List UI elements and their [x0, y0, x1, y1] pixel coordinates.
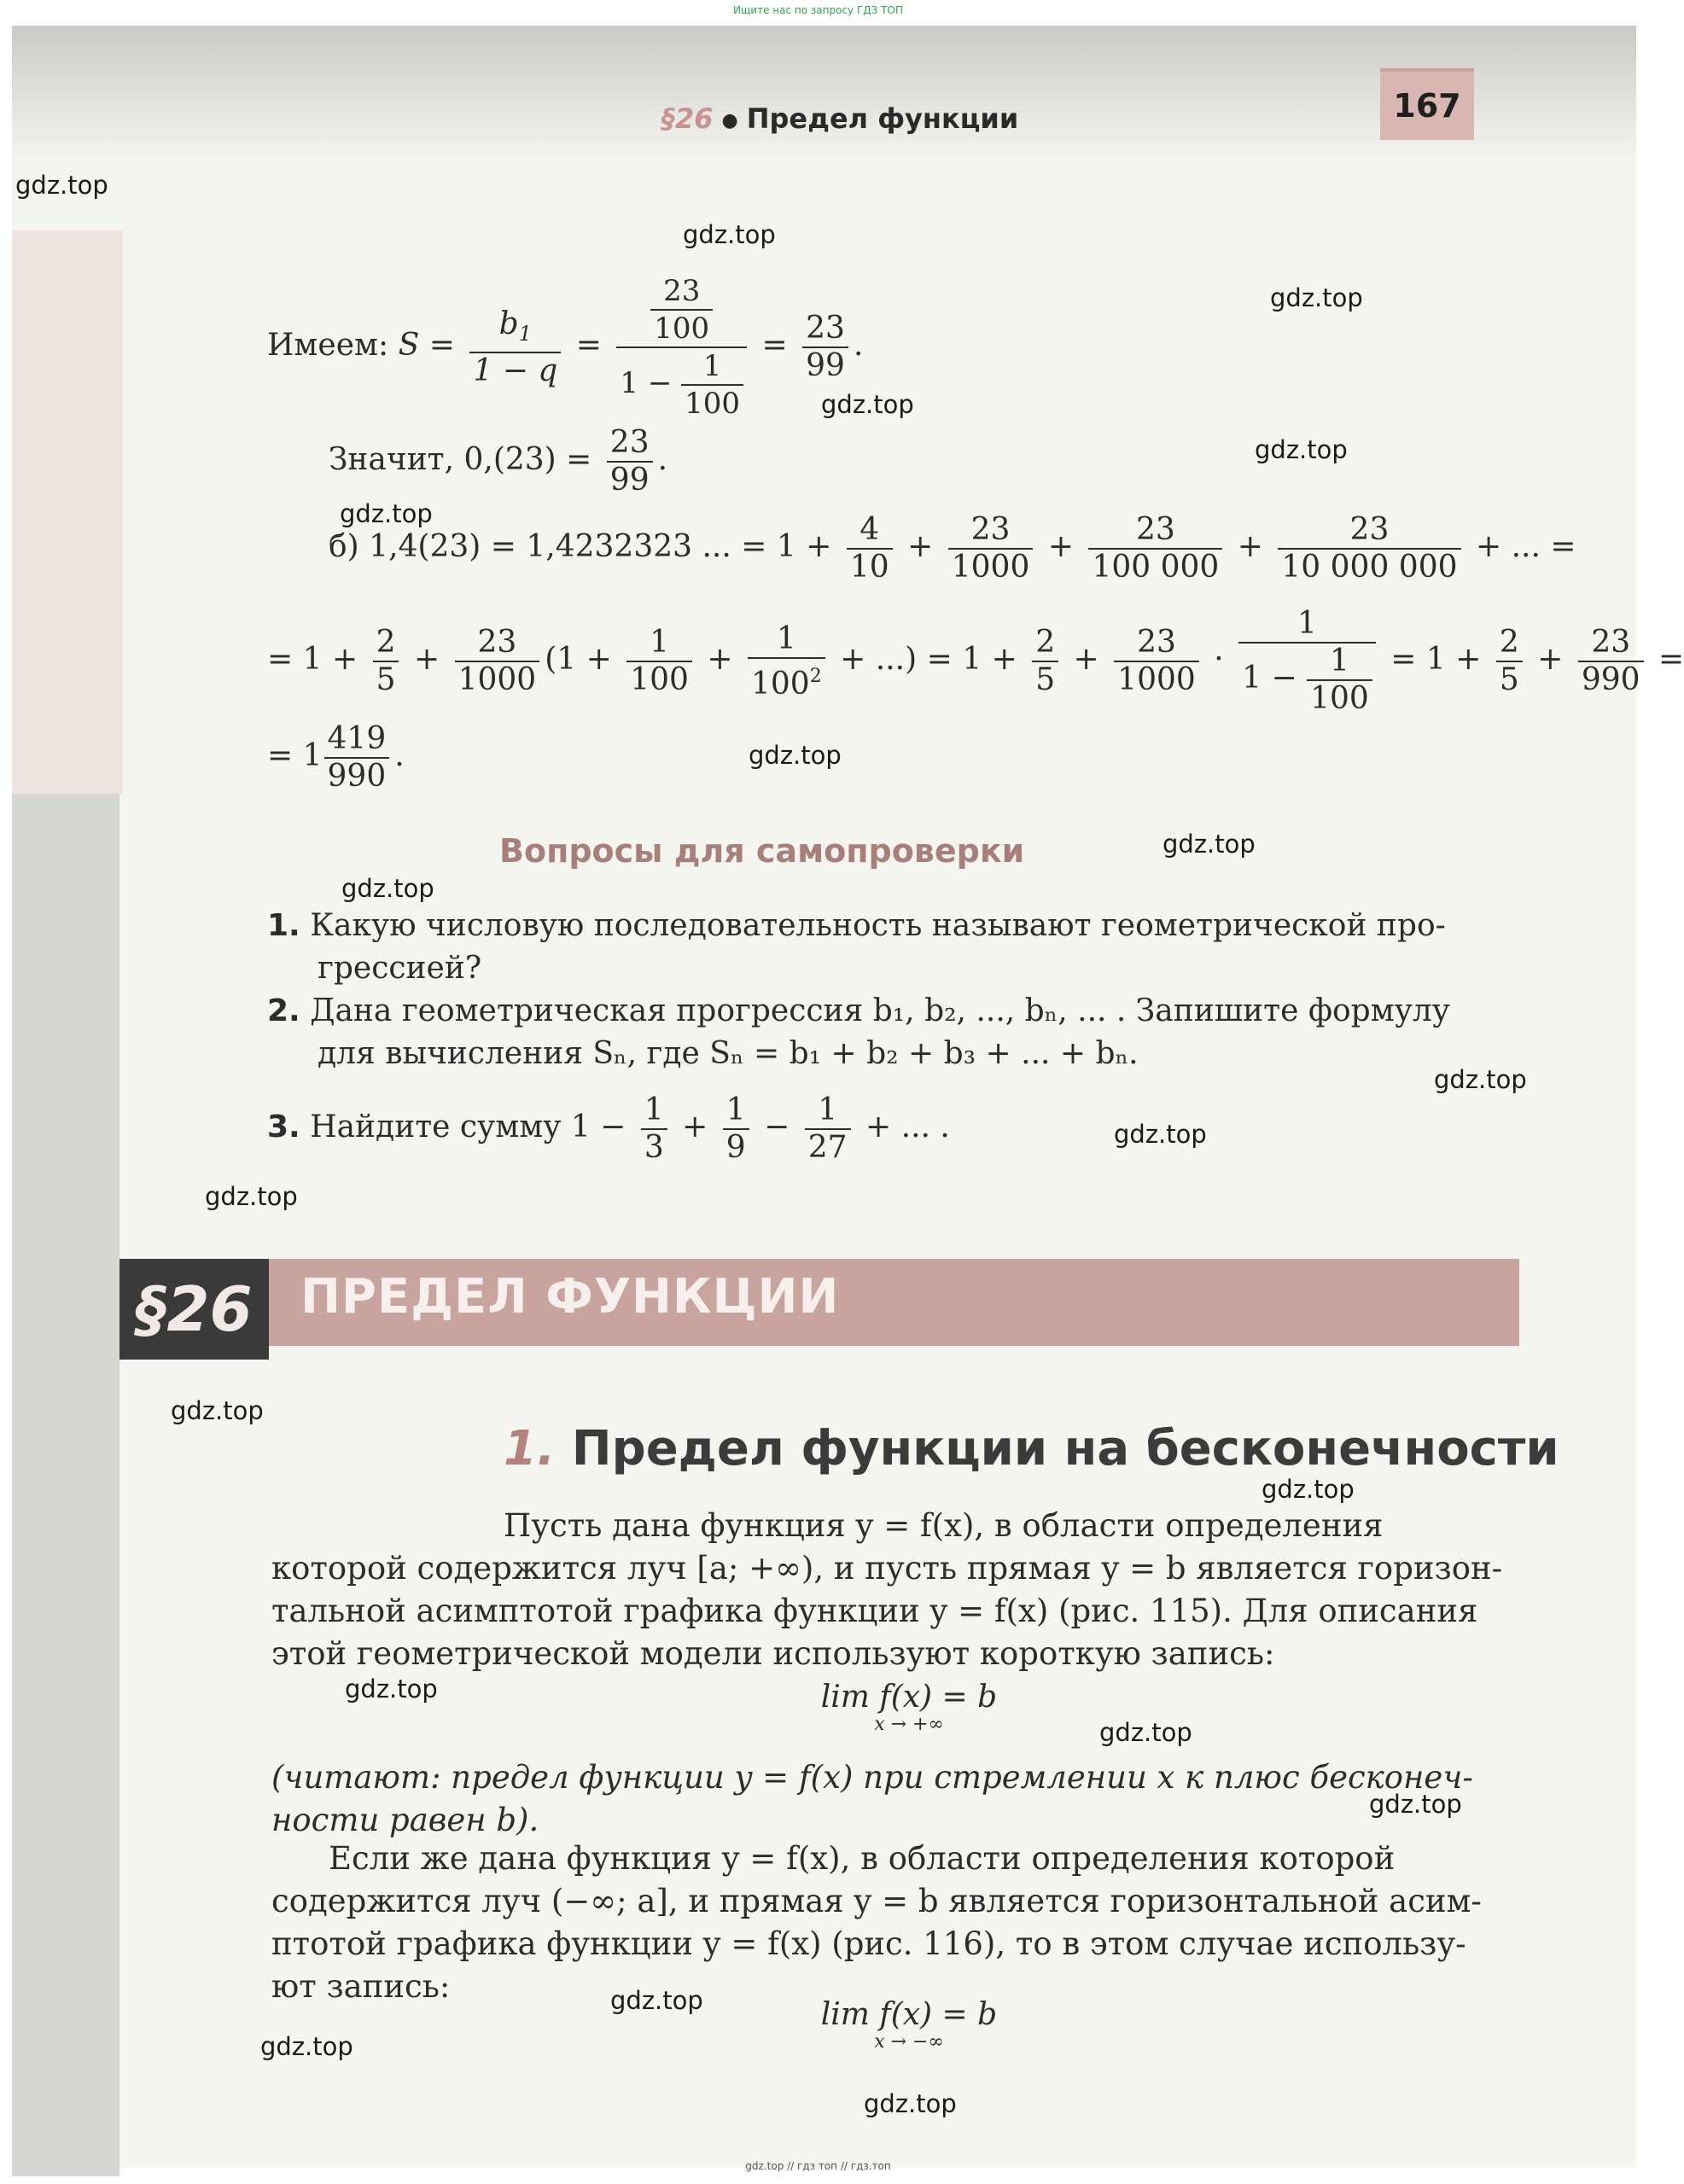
watermark: gdz.top	[683, 220, 776, 249]
paragraph-3-line-1: Если же дана функция y = f(x), в области определения которой	[329, 1840, 1396, 1877]
solution-line-3: б) 1,4(23) = 1,4232323 ... = 1 + $\frac{4}{10}$ + $\frac{23}{1000}$ + $\frac{23}{100 000}$ + $\frac{23}{10 000 000}$ + ... =	[329, 512, 1576, 585]
paragraph-2-line-1: (читают: предел функции y = f(x) при стремлении x к плюс бесконеч-	[271, 1759, 1473, 1796]
subsection-title: 1. Предел функции на бесконечности	[504, 1421, 1559, 1476]
watermark: gdz.top	[1369, 1790, 1462, 1819]
complex-fraction: $\frac{23}{100}$ 1 − $\frac{1}{100}$	[616, 273, 747, 422]
watermark: gdz.top	[749, 741, 842, 770]
section-number: §26	[136, 1273, 253, 1345]
section-number-box	[119, 1259, 269, 1360]
watermark: gdz.top	[1262, 1475, 1355, 1504]
question-2-cont: для вычисления Sₙ, где Sₙ = b₁ + b₂ + b₃ + ... + bₙ.	[318, 1036, 1139, 1071]
watermark: gdz.top	[345, 1674, 438, 1704]
watermark: gdz.top	[260, 2032, 353, 2061]
watermark: gdz.top	[610, 1986, 703, 2015]
watermark: gdz.top	[171, 1396, 264, 1425]
fraction: $\frac{23}{99}$	[802, 311, 848, 384]
left-margin	[12, 794, 119, 2176]
question-1: 1. Какую числовую последовательность называют геометрической про-	[267, 908, 1446, 943]
paragraph-1-line-4: этой геометрической модели используют короткую запись:	[271, 1635, 1275, 1672]
questions-heading: Вопросы для самопроверки	[499, 832, 1025, 870]
running-head-section: §26	[661, 102, 714, 135]
running-head-title: Предел функции	[746, 102, 1019, 135]
solution-line-1: Имеем: S = $\frac{b_1}{1 - q}$ = $\frac{23}{100}$ 1 − $\frac{1}{100}$ = $\frac{23}{99}$ .	[267, 274, 864, 421]
watermark: gdz.top	[821, 390, 914, 419]
solution-line-5: = 1 $\frac{419}{990}$ .	[267, 721, 405, 794]
limit-formula-1: lim f(x) = b x → +∞	[820, 1680, 998, 1735]
watermark: gdz.top	[1114, 1120, 1207, 1149]
section-title: ПРЕДЕЛ ФУНКЦИИ	[300, 1269, 840, 1325]
margin-strip	[12, 230, 123, 794]
fraction: $\frac{b_1}{1 - q}$	[469, 306, 561, 389]
paragraph-1-line-1: Пусть дана функция y = f(x), в области определения	[504, 1507, 1384, 1544]
page-number-box	[1380, 68, 1474, 140]
paragraph-3-line-2: содержится луч (−∞; a], и прямая y = b является горизонтальной асим-	[271, 1883, 1482, 1919]
watermark: gdz.top	[1099, 1718, 1192, 1747]
question-1-cont: грессией?	[318, 951, 482, 986]
limit-formula-2: lim f(x) = b x → −∞	[820, 1997, 998, 2053]
paragraph-3-line-3: птотой графика функции y = f(x) (рис. 116), то в этом случае использу-	[271, 1925, 1466, 1962]
solution-line-2: Значит, 0,(23) = $\frac{23}{99}$ .	[329, 425, 668, 498]
bullet-icon: ●	[721, 109, 738, 131]
bottom-note: gdz.top // гдз топ // гдз.топ	[745, 2160, 891, 2172]
question-3: 3. Найдите сумму 1 − $\frac{1}{3}$ + $\frac{1}{9}$ − $\frac{1}{27}$ + ... .	[267, 1092, 950, 1165]
watermark: gdz.top	[1255, 435, 1348, 464]
watermark: gdz.top	[205, 1182, 298, 1211]
watermark: gdz.top	[341, 874, 434, 903]
running-head	[661, 102, 1018, 135]
watermark: gdz.top	[1434, 1065, 1527, 1094]
question-2: 2. Дана геометрическая прогрессия b₁, b₂, ..., bₙ, ... . Запишите формулу	[267, 993, 1450, 1028]
paragraph-1-line-3: тальной асимптотой графика функции y = f(x) (рис. 115). Для описания	[271, 1593, 1478, 1629]
watermark: gdz.top	[1162, 830, 1256, 859]
watermark: gdz.top	[864, 2089, 957, 2118]
paragraph-3-line-4: ют запись:	[271, 1968, 451, 2005]
page-number: 167	[1393, 87, 1461, 125]
top-note: Ищите нас по запросу ГДЗ ТОП	[733, 4, 903, 16]
watermark: gdz.top	[15, 171, 108, 200]
solution-line-4: = 1 + $\frac{2}{5}$ + $\frac{23}{1000}$ (1 + $\frac{1}{100}$ + $\frac{1}{100^2}$ + ...) = 1 + $\frac{2}{5}$ + $\frac{23}{1000}$ · 1 1 − $\frac{1}{100}$ = 1 + $\frac{2}{5}$ + $\frac{23}{990}$ =	[267, 606, 1684, 716]
paragraph-2-line-2: ности равен b).	[271, 1802, 539, 1838]
watermark: gdz.top	[1270, 283, 1363, 312]
fraction: $\frac{23}{99}$	[607, 425, 653, 498]
paragraph-1-line-2: которой содержится луч [a; +∞), и пусть прямая y = b является горизон-	[271, 1550, 1503, 1587]
solution-label: Имеем:	[267, 328, 399, 363]
watermark: gdz.top	[340, 499, 433, 528]
